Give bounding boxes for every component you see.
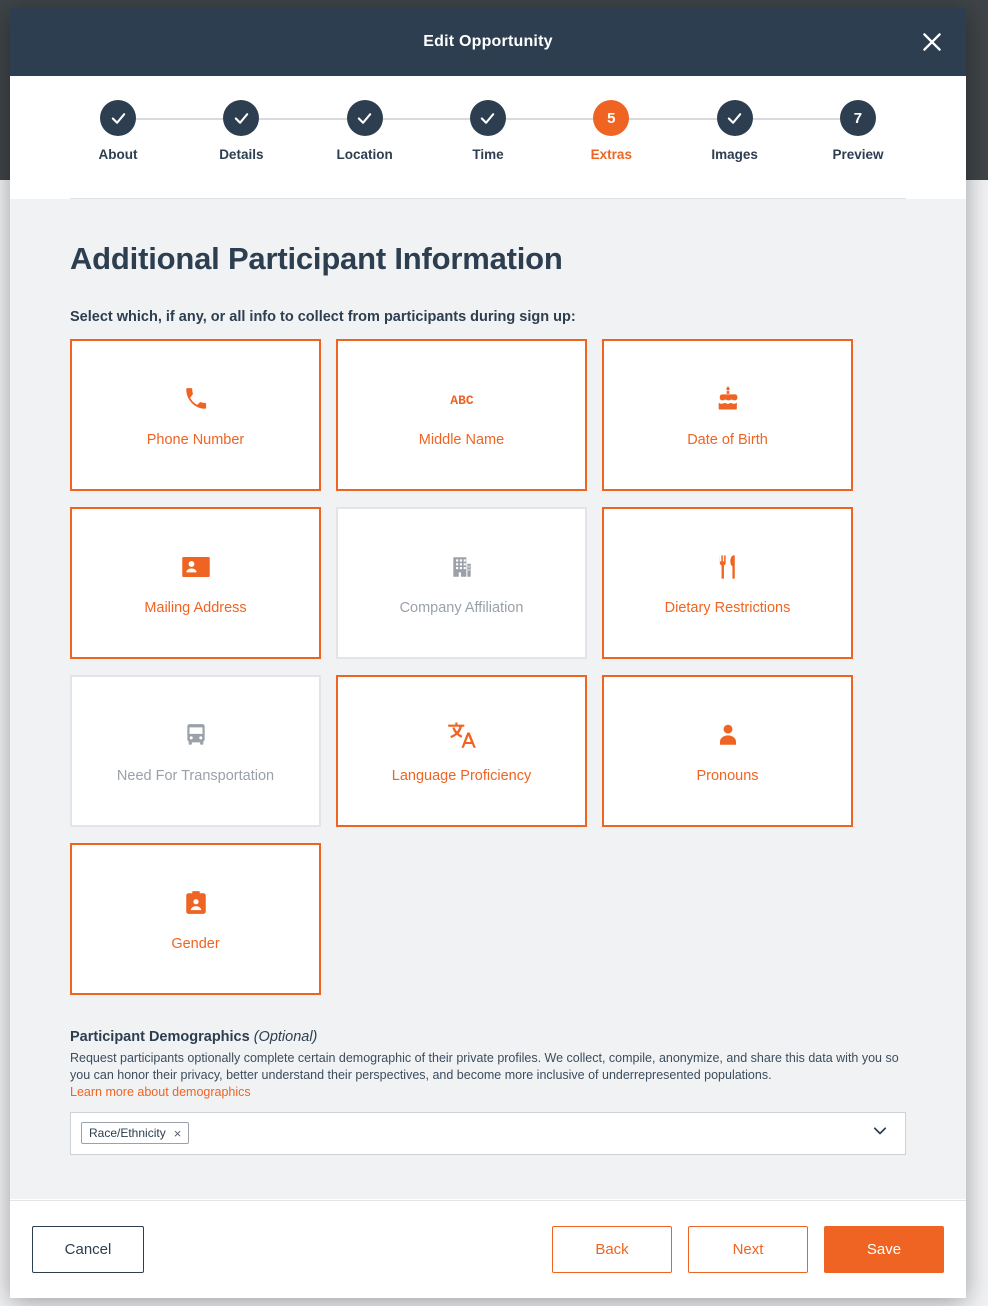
close-icon[interactable]: × xyxy=(173,1125,182,1141)
step-bullet-check-icon xyxy=(470,100,506,136)
option-card-label: Need For Transportation xyxy=(116,768,275,784)
step-extras[interactable] xyxy=(556,100,666,162)
footer-actions xyxy=(552,1226,944,1273)
step-label: Details xyxy=(219,147,264,162)
modal-header xyxy=(10,8,966,76)
wizard-stepper xyxy=(10,76,966,198)
person-icon xyxy=(715,718,741,752)
svg-text:ABC: ABC xyxy=(449,393,474,407)
modal-title: Edit Opportunity xyxy=(423,33,553,50)
step-bullet-check-icon xyxy=(717,100,753,136)
close-icon[interactable] xyxy=(914,24,950,60)
step-label: Time xyxy=(472,147,504,162)
phone-icon xyxy=(183,382,209,416)
learn-more-link[interactable]: Learn more about demographics xyxy=(70,1084,251,1099)
demographics-optional-tag: (Optional) xyxy=(253,1029,318,1045)
abc-icon xyxy=(442,382,482,416)
selection-hint: Select which, if any, or all info to collect from participants during sign up: xyxy=(70,309,576,325)
birthday-cake-icon xyxy=(714,382,742,416)
step-bullet-number: 7 xyxy=(840,100,876,136)
option-card-language-proficiency[interactable] xyxy=(336,675,587,827)
option-card-label: Middle Name xyxy=(418,432,505,448)
step-label: About xyxy=(98,147,138,162)
save-button[interactable]: Save xyxy=(824,1226,944,1273)
demographics-description: Request participants optionally complete certain demographic of their private profiles. We collect, compile, anonymize, and share this data with you so you can honor their privacy, better understand their perspectives, and become more inclusive of underrepresented populations. xyxy=(70,1051,899,1082)
chevron-down-icon[interactable] xyxy=(871,1122,889,1145)
demographics-title-text: Participant Demographics xyxy=(70,1029,250,1045)
participant-info-options xyxy=(70,339,906,995)
step-details[interactable] xyxy=(186,100,296,162)
option-card-dietary-restrictions[interactable] xyxy=(602,507,853,659)
next-button[interactable]: Next xyxy=(688,1226,808,1273)
building-icon xyxy=(449,550,475,584)
option-card-label: Date of Birth xyxy=(687,432,768,448)
translate-icon xyxy=(447,718,477,752)
option-card-company-affiliation[interactable] xyxy=(336,507,587,659)
demographics-title xyxy=(70,1029,906,1045)
option-card-need-for-transportation[interactable] xyxy=(70,675,321,827)
step-bullet-check-icon xyxy=(223,100,259,136)
option-card-middle-name[interactable] xyxy=(336,339,587,491)
step-label: Images xyxy=(711,147,758,162)
step-preview[interactable] xyxy=(803,100,913,162)
step-label: Extras xyxy=(590,147,632,162)
step-location[interactable] xyxy=(310,100,420,162)
demographics-multiselect[interactable] xyxy=(70,1112,906,1155)
modal-body xyxy=(10,199,966,1199)
step-bullet-check-icon xyxy=(347,100,383,136)
option-card-label: Pronouns xyxy=(696,768,759,784)
option-card-pronouns[interactable] xyxy=(602,675,853,827)
option-card-label: Mailing Address xyxy=(144,600,247,616)
participant-demographics-section xyxy=(70,1029,906,1155)
option-card-phone-number[interactable] xyxy=(70,339,321,491)
step-label: Location xyxy=(336,147,393,162)
step-time[interactable] xyxy=(433,100,543,162)
chip-label: Race/Ethnicity xyxy=(89,1126,166,1141)
back-button[interactable]: Back xyxy=(552,1226,672,1273)
option-card-date-of-birth[interactable] xyxy=(602,339,853,491)
demographics-chip[interactable] xyxy=(81,1122,189,1144)
id-badge-icon xyxy=(183,886,209,920)
option-card-label: Company Affiliation xyxy=(399,600,524,616)
option-card-gender[interactable] xyxy=(70,843,321,995)
page-title: Additional Participant Information xyxy=(70,241,563,276)
option-card-label: Dietary Restrictions xyxy=(664,600,791,616)
edit-opportunity-modal xyxy=(10,8,966,1298)
step-images[interactable] xyxy=(680,100,790,162)
step-bullet-check-icon xyxy=(100,100,136,136)
option-card-label: Phone Number xyxy=(146,432,245,448)
option-card-label: Gender xyxy=(171,936,220,952)
modal-footer xyxy=(10,1200,966,1298)
option-card-mailing-address[interactable] xyxy=(70,507,321,659)
step-label: Preview xyxy=(832,147,884,162)
option-card-label: Language Proficiency xyxy=(391,768,532,784)
cancel-button[interactable]: Cancel xyxy=(32,1226,144,1273)
utensils-icon xyxy=(714,550,742,584)
address-card-icon xyxy=(181,550,211,584)
step-bullet-number: 5 xyxy=(593,100,629,136)
bus-icon xyxy=(183,718,209,752)
stepper-track-row xyxy=(63,100,913,162)
step-about[interactable] xyxy=(63,100,173,162)
